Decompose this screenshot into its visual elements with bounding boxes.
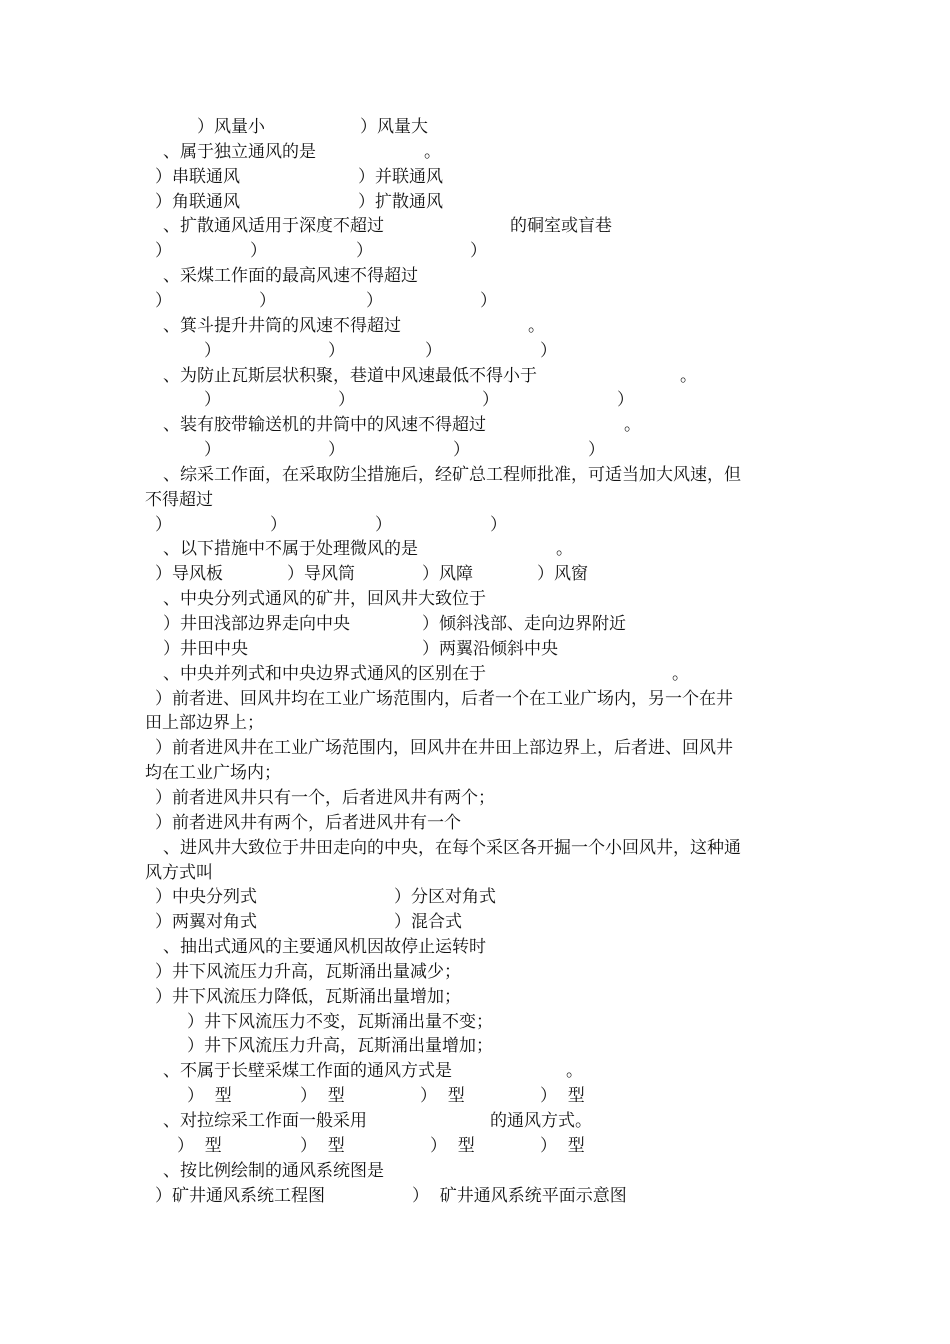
text-line-segment: ）中央分列式: [155, 887, 257, 908]
text-line-segment: ）井下风流压力升高，瓦斯涌出量减少；: [155, 961, 461, 982]
text-line-segment: 的通风方式。: [490, 1111, 592, 1131]
text-line-segment: 、为防止瓦斯层状积聚，巷道中风速最低不得小于: [163, 365, 537, 386]
text-line-segment: ）风障: [422, 564, 473, 585]
text-line-segment: ）: [453, 440, 470, 461]
text-line-segment: 、属于独立通风的是: [163, 141, 316, 162]
text-line-segment: ）串联通风: [155, 166, 240, 187]
text-line-segment: ）风量大: [360, 117, 428, 137]
text-line-segment: 、对拉综采工作面一般采用: [163, 1111, 367, 1131]
text-line-segment: 、按比例绘制的通风系统图是: [163, 1160, 384, 1181]
text-line-segment: ）: [338, 390, 355, 411]
text-line-segment: ）: [356, 241, 373, 262]
text-line-segment: 、抽出式通风的主要通风机因故停止运转时: [163, 937, 486, 958]
text-line-segment: ） 型: [300, 1135, 345, 1156]
text-line-segment: 、采煤工作面的最高风速不得超过: [163, 266, 418, 287]
text-line-segment: ）: [155, 241, 172, 262]
text-line-segment: ） 型: [540, 1135, 585, 1156]
text-line-segment: ）两翼对角式: [155, 912, 257, 933]
text-line-segment: ） 矿井通风系统平面示意图: [412, 1185, 627, 1206]
text-line-segment: ） 型: [177, 1135, 222, 1156]
text-line-segment: ）: [375, 514, 392, 535]
text-line-segment: 风方式叫: [145, 862, 213, 883]
text-line-segment: 。: [528, 315, 545, 336]
text-line-segment: ）: [617, 390, 634, 411]
text-line-segment: ）前者进、回风井均在工业广场范围内，后者一个在工业广场内，另一个在井: [155, 688, 733, 709]
text-line-segment: ）风窗: [537, 564, 588, 585]
text-line-segment: 。: [424, 141, 441, 162]
text-line-segment: 。: [566, 1061, 583, 1082]
text-line-segment: ） 型: [430, 1135, 475, 1156]
text-line-segment: ） 型: [300, 1086, 345, 1107]
text-line-segment: 、箕斗提升井筒的风速不得超过: [163, 315, 401, 336]
text-line-segment: ） 型: [540, 1086, 585, 1107]
text-line-segment: ）风量小: [197, 117, 265, 137]
text-line-segment: 田上部边界上；: [145, 713, 264, 734]
text-line-segment: ）扩散通风: [358, 191, 443, 212]
text-line-segment: ）: [270, 514, 287, 535]
text-line-segment: ） 型: [420, 1086, 465, 1107]
text-line-segment: 的硐室或盲巷: [510, 216, 612, 237]
text-line-segment: ）: [490, 514, 507, 535]
text-line-segment: ）导风板: [155, 564, 223, 585]
text-line-segment: 。: [672, 663, 689, 684]
text-line-segment: ）: [155, 514, 172, 535]
text-line-segment: ）: [425, 340, 442, 361]
text-line-segment: ）: [204, 340, 221, 361]
text-line-segment: ）前者进风井在工业广场范围内，回风井在井田上部边界上，后者进、回风井: [155, 738, 733, 759]
text-line-segment: ） 型: [187, 1086, 232, 1107]
text-line-segment: ）: [482, 390, 499, 411]
text-line-segment: ）两翼沿倾斜中央: [422, 638, 558, 659]
text-line-segment: ）: [470, 241, 487, 262]
text-line-segment: ）导风筒: [287, 564, 355, 585]
text-line-segment: ）: [366, 290, 383, 311]
text-line-segment: ）混合式: [394, 912, 462, 933]
text-line-segment: ）: [155, 290, 172, 311]
text-line-segment: 。: [624, 415, 641, 436]
text-line-segment: ）: [480, 290, 497, 311]
text-line-segment: ）井下风流压力降低，瓦斯涌出量增加；: [155, 986, 461, 1007]
text-line-segment: 均在工业广场内；: [145, 763, 281, 784]
text-line-segment: ）井下风流压力升高，瓦斯涌出量增加；: [187, 1036, 493, 1057]
text-line-segment: ）: [328, 340, 345, 361]
text-line-segment: 、扩散通风适用于深度不超过: [163, 216, 384, 237]
text-line-segment: ）: [204, 390, 221, 411]
text-line-segment: 、中央分列式通风的矿井，回风井大致位于: [163, 589, 486, 610]
text-line-segment: ）: [259, 290, 276, 311]
text-line-segment: 。: [680, 365, 697, 386]
text-line-segment: 不得超过: [145, 489, 213, 510]
text-line-segment: ）并联通风: [358, 166, 443, 187]
text-line-segment: ）矿井通风系统工程图: [155, 1185, 325, 1206]
text-line-segment: 、装有胶带输送机的井筒中的风速不得超过: [163, 415, 486, 436]
text-line-segment: 、中央并列式和中央边界式通风的区别在于: [163, 663, 486, 684]
text-line-segment: ）井田中央: [163, 638, 248, 659]
text-line-segment: ）井下风流压力不变，瓦斯涌出量不变；: [187, 1011, 493, 1032]
text-line-segment: ）: [328, 440, 345, 461]
text-line-segment: ）倾斜浅部、走向边界附近: [422, 614, 626, 634]
text-line-segment: ）角联通风: [155, 191, 240, 212]
text-line-segment: 、以下措施中不属于处理微风的是: [163, 539, 418, 560]
text-line-segment: ）前者进风井有两个，后者进风井有一个: [155, 812, 461, 833]
text-line-segment: 、进风井大致位于井田走向的中央，在每个采区各开掘一个小回风井，这种通: [163, 837, 741, 858]
text-line-segment: ）分区对角式: [394, 887, 496, 908]
text-line-segment: 、不属于长壁采煤工作面的通风方式是: [163, 1061, 452, 1082]
text-line-segment: ）: [540, 340, 557, 361]
text-line-segment: ）: [250, 241, 267, 262]
text-line-segment: 。: [556, 539, 573, 560]
text-line-segment: ）: [588, 440, 605, 461]
text-line-segment: 、综采工作面，在采取防尘措施后，经矿总工程师批准，可适当加大风速，但: [163, 464, 741, 485]
text-line-segment: ）井田浅部边界走向中央: [163, 614, 350, 634]
text-line-segment: ）前者进风井只有一个，后者进风井有两个；: [155, 787, 495, 808]
text-line-segment: ）: [204, 440, 221, 461]
